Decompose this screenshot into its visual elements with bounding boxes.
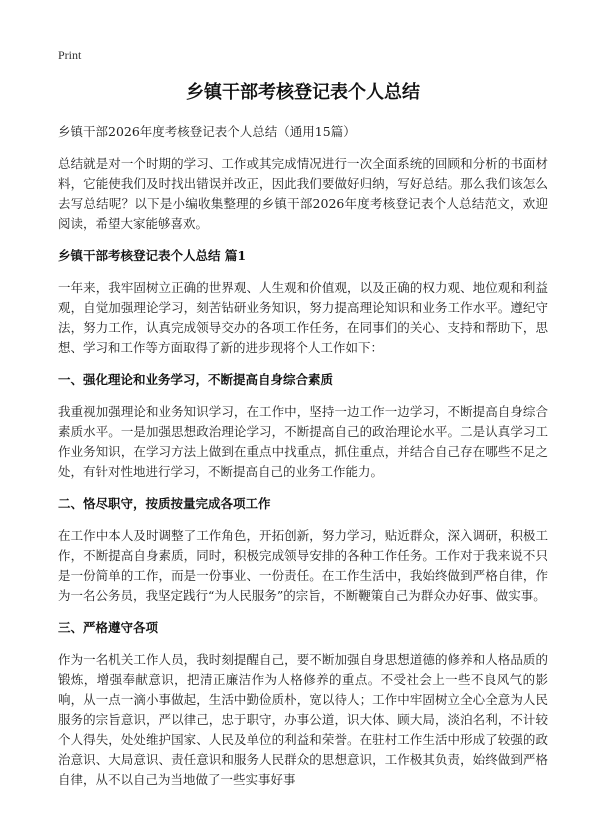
- section-heading-2: 二、恪尽职守，按质按量完成各项工作: [58, 496, 271, 511]
- article-intro-paragraph: 一年来，我牢固树立正确的世界观、人生观和价值观，以及正确的权力观、地位观和利益观，自觉加强理论学习，刻苦钻研业务知识，努力提高理论知识和业务工作水平。遵纪守法，努力工作，认真完成领导交办的各项工作任务，在同事们的关心、支持和帮助下，思想、学习和工作等方面取得了新的进步现将个人工作如下：: [58, 280, 548, 355]
- document-title: 乡镇干部考核登记表个人总结: [186, 82, 420, 103]
- print-label: Print: [58, 48, 82, 62]
- article-heading: 乡镇干部考核登记表个人总结 篇1: [58, 248, 247, 263]
- document-subtitle: 乡镇干部2026年度考核登记表个人总结（通用15篇）: [58, 124, 356, 139]
- section-body-2: 在工作中本人及时调整了工作角色，开拓创新，努力学习，贴近群众，深入调研，积极工作，不断提高自身素质，同时，积极完成领导安排的各种工作任务。工作对于我来说不只是一份简单的工作，而是一份事业、一份责任。在工作生活中，我始终做到严格自律，作为一名公务员，我坚定践行“为人民服务”的宗旨，不断鞭策自己为群众办好事、做实事。: [58, 528, 548, 603]
- section-body-3: 作为一名机关工作人员，我时刻提醒自己，要不断加强自身思想道德的修养和人格品质的锻炼，增强奉献意识，把清正廉洁作为人格修养的重点。不受社会上一些不良风气的影响，从一点一滴小事做起，生活中勤俭质朴，宽以待人；工作中牢固树立全心全意为人民服务的宗旨意识，严以律己，忠于职守，办事公道，识大体、顾大局，淡泊名利，不计较个人得失，处处维护国家、人民及单位的利益和荣誉。在驻村工作生活中形成了较强的政治意识、大局意识、责任意识和服务人民群众的思想意识，工作极其负责，始终做到严格自律，从不以自己为当地做了一些实事好事: [58, 652, 548, 787]
- intro-paragraph: 总结就是对一个时期的学习、工作或其完成情况进行一次全面系统的回顾和分析的书面材料，它能使我们及时找出错误并改正，因此我们要做好归纳，写好总结。那么我们该怎么去写总结呢？以下是小编收集整理的乡镇干部2026年度考核登记表个人总结范文，欢迎阅读，希望大家能够喜欢。: [58, 156, 548, 231]
- section-body-1: 我重视加强理论和业务知识学习，在工作中，坚持一边工作一边学习，不断提高自身综合素质水平。一是加强思想政治理论学习，不断提高自己的政治理论水平。二是认真学习工作业务知识，在学习方法上做到在重点中找重点，抓住重点，并结合自己存在哪些不足之处，有针对性地进行学习，不断提高自己的业务工作能力。: [58, 404, 548, 479]
- section-heading-3: 三、严格遵守各项: [58, 620, 159, 635]
- section-heading-1: 一、强化理论和业务学习，不断提高自身综合素质: [58, 372, 334, 387]
- document-content: [58, 122, 548, 802]
